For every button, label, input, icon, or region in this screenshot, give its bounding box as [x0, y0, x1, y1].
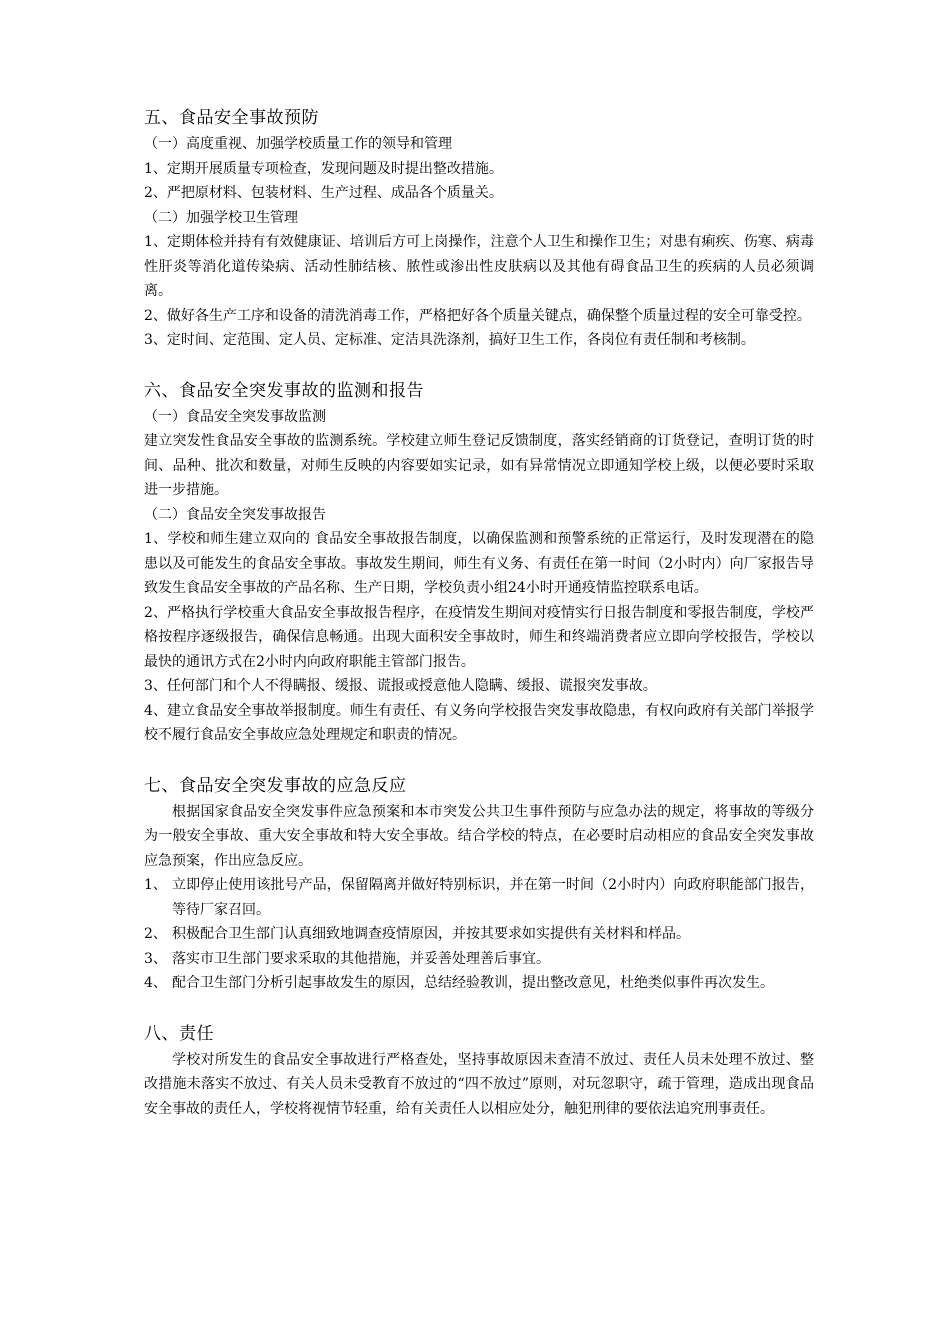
- section-heading: 五、食品安全事故预防: [144, 108, 319, 128]
- paragraph: 2、严格执行学校重大食品安全事故报告程序，在疫情发生期间对疫情实行日报告制度和零报告制度，学校严格按程序逐级报告，确保信息畅通。出现大面积安全事故时，师生和终端消费者应立即向学校报告，学校以最快的通讯方式在2小时内向政府职能主管部门报告。: [144, 604, 814, 670]
- list-item: [144, 873, 814, 922]
- paragraph: 1、定期体检并持有有效健康证、培训后方可上岗操作，注意个人卫生和操作卫生；对患有痢疾、伤寒、病毒性肝炎等消化道传染病、活动性肺结核、脓性或渗出性皮肤病以及其他有碍食品卫生的疾病的人员必须调离。: [144, 234, 814, 299]
- spacer: [144, 353, 814, 377]
- section-heading: 七、食品安全突发事故的应急反应: [144, 775, 407, 796]
- list-number: 2、: [144, 926, 167, 942]
- list-text: 落实市卫生部门要求采取的其他措施，并妥善处理善后事宜。: [172, 950, 550, 967]
- paragraph: 3、定时间、定范围、定人员、定标准、定洁具洗涤剂，搞好卫生工作，各岗位有责任制和考核制。: [144, 332, 755, 348]
- section-accident-prevention: [144, 104, 814, 353]
- document-page: [144, 104, 814, 1121]
- paragraph: 3、任何部门和个人不得瞒报、缓报、谎报或授意他人隐瞒、缓报、谎报突发事故。: [144, 678, 657, 694]
- paragraph: 1、学校和师生建立双向的 食品安全事故报告制度，以确保监测和预警系统的正常运行，及时发现潜在的隐患以及可能发生的食品安全事故。事故发生期间，师生有义务、有责任在第一时间（2小时内）向厂家报告导致发生食品安全事故的产品名称、生产日期，学校负责小组24小时开通疫情监控联系电话。: [144, 531, 814, 596]
- subsection-heading: （二）加强学校卫生管理: [144, 209, 298, 226]
- spacer: [144, 996, 814, 1020]
- list-text: 配合卫生部门分析引起事故发生的原因，总结经验教训，提出整改意见，杜绝类似事件再次发生。: [172, 975, 774, 991]
- section-heading: 六、食品安全突发事故的监测和报告: [144, 380, 424, 401]
- paragraph: 建立突发性食品安全事故的监测系统。学校建立师生登记反馈制度，落实经销商的订货登记，查明订货的时间、品种、批次和数量，对师生反映的内容要如实记录，如有异常情况立即通知学校上级，以便必要时采取进一步措施。: [144, 433, 814, 498]
- section-responsibility: [144, 1020, 814, 1122]
- paragraph: 2、做好各生产工序和设备的清洗消毒工作，严格把好各个质量关键点，确保整个质量过程的安全可靠受控。: [144, 307, 811, 324]
- paragraph: 1、定期开展质量专项检查，发现问题及时提出整改措施。: [144, 160, 503, 177]
- section-emergency-response: [144, 772, 814, 996]
- subsection-heading: （一）高度重视、加强学校质量工作的领导和管理: [144, 136, 452, 152]
- list-item: [144, 971, 814, 996]
- paragraph: 根据国家食品安全突发事件应急预案和本市突发公共卫生事件预防与应急办法的规定，将事故的等级分为一般安全事故、重大安全事故和特大安全事故。结合学校的特点，在必要时启动相应的食品安全突发事故应急预案，作出应急反应。: [144, 803, 814, 869]
- list-number: 1、: [144, 877, 167, 893]
- list-text: 立即停止使用该批号产品，保留隔离并做好特别标识，并在第一时间（2小时内）向政府职能部门报告，等待厂家召回。: [172, 877, 814, 918]
- paragraph: 4、建立食品安全事故举报制度。师生有责任、有义务向学校报告突发事故隐患，有权向政府有关部门举报学校不履行食品安全事故应急处理规定和职责的情况。: [144, 702, 814, 743]
- list-item: [144, 922, 814, 947]
- section-heading: 八、责任: [144, 1023, 214, 1044]
- paragraph: 2、严把原材料、包装材料、生产过程、成品各个质量关。: [144, 185, 503, 201]
- list-item: [144, 947, 814, 972]
- spacer: [144, 748, 814, 772]
- section-monitoring-and-reporting: [144, 377, 814, 748]
- list-number: 4、: [144, 975, 167, 991]
- paragraph: 学校对所发生的食品安全事故进行严格查处，坚持事故原因未查清不放过、责任人员未处理不放过、整改措施未落实不放过、有关人员未受教育不放过的“四不放过”原则，对玩忽职守，疏于管理，造成出现食品安全事故的责任人，学校将视情节轻重，给有关责任人以相应处分，触犯刑律的要依法追究刑事责任。: [144, 1051, 814, 1117]
- numbered-list: [144, 873, 814, 996]
- list-number: 3、: [144, 950, 167, 967]
- list-text: 积极配合卫生部门认真细致地调查疫情原因，并按其要求如实提供有关材料和样品。: [172, 926, 690, 942]
- subsection-heading: （一）食品安全突发事故监测: [144, 408, 326, 425]
- subsection-heading: （二）食品安全突发事故报告: [144, 506, 326, 523]
